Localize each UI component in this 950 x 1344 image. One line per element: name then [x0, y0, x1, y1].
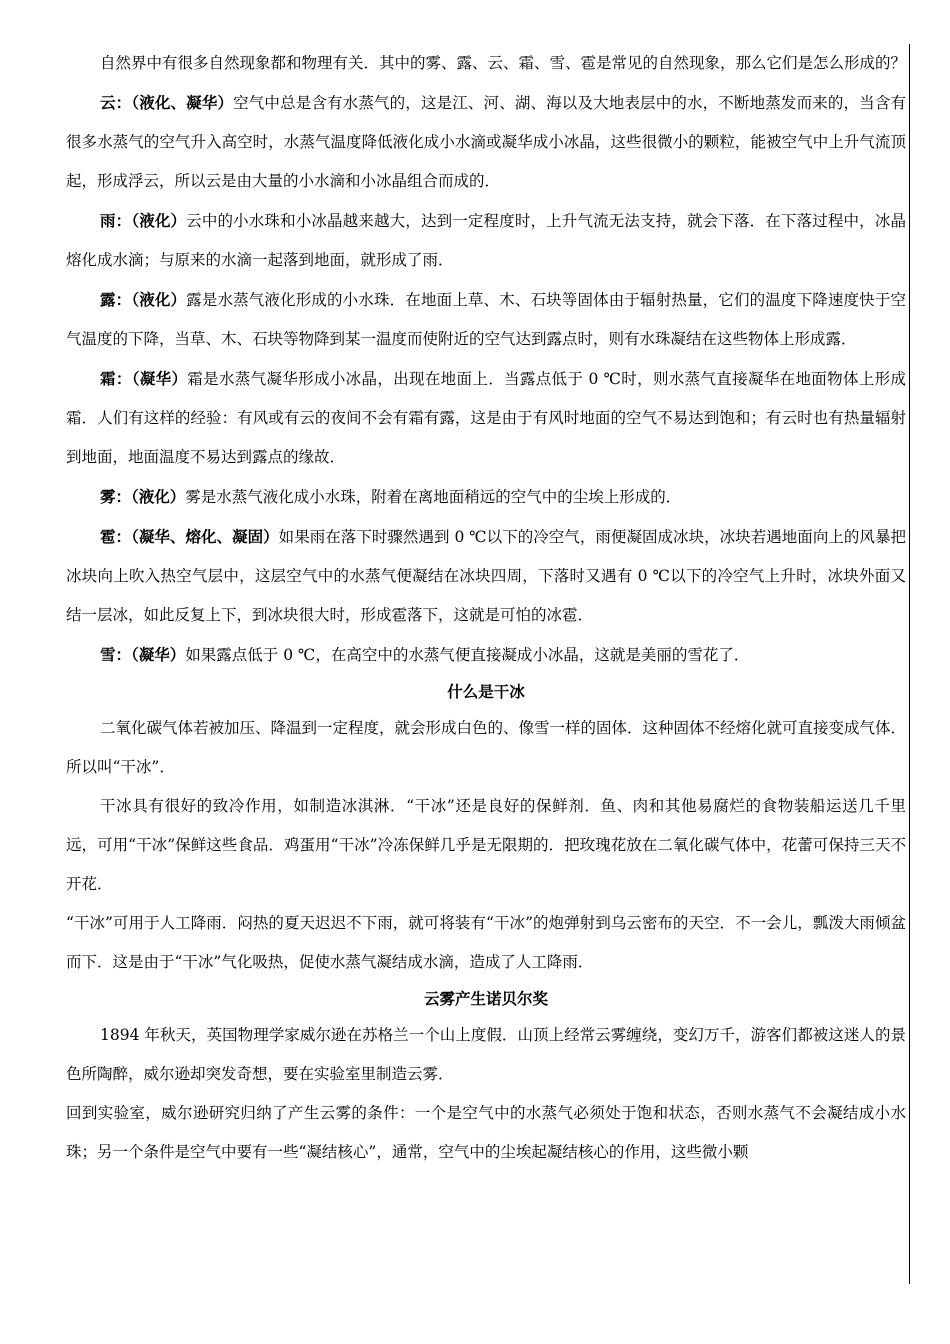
phenomenon-text: 雾是水蒸气液化成小水珠，附着在离地面稍远的空气中的尘埃上形成的． — [185, 488, 682, 506]
process-label: （凝华、熔化、凝固） — [131, 527, 279, 546]
phenomenon-frost — [66, 359, 906, 477]
phenomenon-text: 空气中总是含有水蒸气的，这是江、河、湖、海以及大地表层中的水，不断地蒸发而来的，当含有很多水蒸气的空气升入高空时，水蒸气温度降低液化成小水滴或凝华成小冰晶，这些很微小的颗粒，能被空气中上升气流顶起，形成浮云，所以云是由大量的小水滴和小冰晶组合而成的． — [66, 94, 906, 190]
process-label: （凝华） — [131, 369, 188, 388]
phenomenon-snow — [66, 635, 906, 675]
dry-ice-paragraph: “干冰”可用于人工降雨．闷热的夏天迟迟不下雨，就可将装有“干冰”的炮弹射到乌云密布的天空．不一会儿，瓢泼大雨倾盆而下．这是由于“干冰”气化吸热，促使水蒸气凝结成水滴，造成了人工降雨． — [66, 914, 906, 971]
nobel-paragraph: 1894 年秋天，英国物理学家威尔逊在苏格兰一个山上度假．山顶上经常云雾缠绕，变幻万千，游客们都被这迷人的景色所陶醉，威尔逊却突发奇想，要在实验室里制造云雾． — [66, 1026, 906, 1083]
term-label: 雾： — [100, 487, 132, 506]
process-label: （液化） — [131, 211, 187, 230]
process-label: （凝华） — [131, 645, 186, 664]
term-label: 云： — [100, 93, 132, 112]
margin-rule — [909, 44, 910, 1284]
term-label: 霜： — [100, 369, 132, 388]
nobel-paragraph: 回到实验室，威尔逊研究归纳了产生云雾的条件：一个是空气中的水蒸气必须处于饱和状态，否则水蒸气不会凝结成小水珠；另一个条件是空气中要有一些“凝结核心”，通常，空气中的尘埃起凝结核心的作用，这些微小颗 — [66, 1104, 906, 1161]
phenomenon-text: 如果露点低于 0 ℃，在高空中的水蒸气便直接凝成小冰晶，这就是美丽的雪花了． — [185, 646, 750, 664]
phenomenon-rain — [66, 201, 906, 280]
term-label: 雪： — [100, 645, 132, 664]
process-label: （液化、凝华） — [131, 93, 234, 112]
term-label: 雨： — [100, 211, 132, 230]
process-label: （液化） — [131, 290, 187, 309]
phenomenon-fog — [66, 477, 906, 517]
phenomenon-text: 露是水蒸气液化形成的小水珠．在地面上草、木、石块等固体由于辐射热量，它们的温度下降速度快于空气温度的下降，当草、木、石块等物降到某一温度而使附近的空气达到露点时，则有水珠凝结在这些物体上形成露． — [66, 291, 906, 348]
phenomenon-cloud — [66, 83, 906, 201]
process-label: （液化） — [131, 487, 186, 506]
phenomenon-text: 如果雨在落下时骤然遇到 0 ℃以下的冷空气，雨便凝固成冰块，冰块若遇地面向上的风暴把冰块向上吹入热空气层中，这层空气中的水蒸气便凝结在冰块四周，下落时又遇有 0 ℃以下的冷空气上升时，冰块外面又结一层冰，如此反复上下，到冰块很大时，形成雹落下，这就是可怕的冰雹． — [66, 528, 906, 624]
nobel-heading: 云雾产生诺贝尔奖 — [423, 989, 548, 1008]
term-label: 露： — [100, 290, 132, 309]
dry-ice-paragraph: 干冰具有很好的致冷作用，如制造冰淇淋．“干冰”还是良好的保鲜剂．鱼、肉和其他易腐烂的食物装船运送几千里远，可用“干冰”保鲜这些食品．鸡蛋用“干冰”冷冻保鲜几乎是无限期的．把玫瑰花放在二氧化碳气体中，花蕾可保持三天不开花． — [66, 797, 906, 893]
intro-paragraph: 自然界中有很多自然现象都和物理有关．其中的雾、露、云、霜、雪、雹是常见的自然现象，那么它们是怎么形成的？ — [100, 54, 907, 72]
phenomenon-text: 霜是水蒸气凝华形成小冰晶，出现在地面上．当露点低于 0 ℃时，则水蒸气直接凝华在地面物体上形成霜．人们有这样的经验：有风或有云的夜间不会有霜有露，这是由于有风时地面的空气不易达到饱和；有云时也有热量辐射到地面，地面温度不易达到露点的缘故． — [66, 370, 906, 466]
dry-ice-paragraph: 二氧化碳气体若被加压、降温到一定程度，就会形成白色的、像雪一样的固体．这种固体不经熔化就可直接变成气体．所以叫“干冰”． — [66, 719, 907, 776]
dry-ice-heading: 什么是干冰 — [447, 682, 525, 701]
phenomenon-dew — [66, 280, 906, 359]
phenomenon-text: 云中的小水珠和小冰晶越来越大，达到一定程度时，上升气流无法支持，就会下落．在下落过程中，冰晶熔化成水滴；与原来的水滴一起落到地面，就形成了雨． — [66, 212, 906, 269]
document-body — [66, 44, 906, 1172]
term-label: 雹： — [100, 527, 132, 546]
phenomenon-hail — [66, 517, 906, 635]
